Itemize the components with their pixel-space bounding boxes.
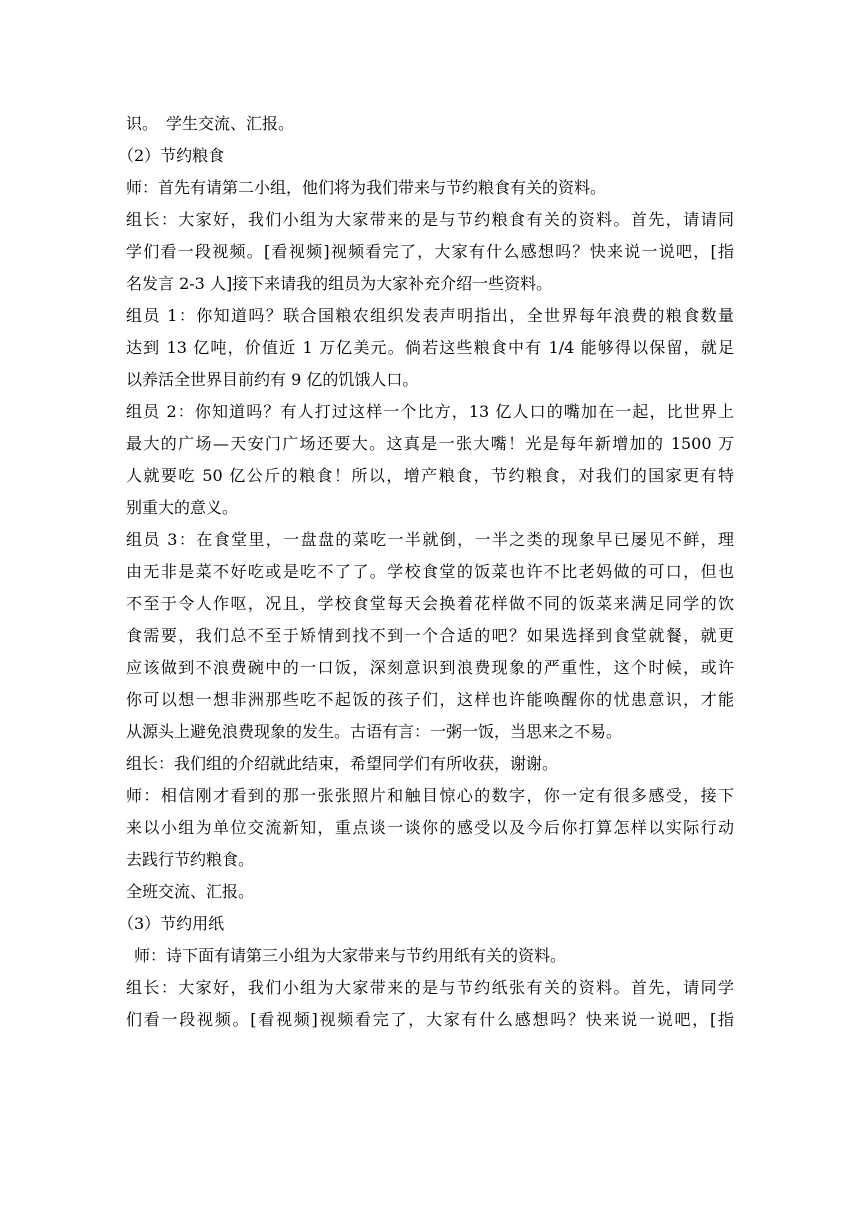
text-line: 达到 13 亿吨，价值近 1 万亿美元。倘若这些粮食中有 1/4 能够得以保留，就足 xyxy=(126,338,734,357)
text-line: 组员 3：在食堂里，一盘盘的菜吃一半就倒，一半之类的现象早已屡见不鲜，理 xyxy=(126,530,734,549)
text-line: 不至于令人作呕，况且，学校食堂每天会换着花样做不同的饭菜来满足同学的饮 xyxy=(126,594,734,613)
text-line: 你可以想一想非洲那些吃不起饭的孩子们，这样也许能唤醒你的忧患意识，才能 xyxy=(126,690,734,709)
text-line: 组长：大家好，我们小组为大家带来的是与节约粮食有关的资料。首先，请请同 xyxy=(126,210,734,229)
text-line: 以养活全世界目前约有 9 亿的饥饿人口。 xyxy=(126,370,419,389)
text-line: 来以小组为单位交流新知，重点谈一谈你的感受以及今后你打算怎样以实际行动 xyxy=(126,818,734,837)
text-line: 全班交流、汇报。 xyxy=(126,882,255,901)
text-line: 识。 学生交流、汇报。 xyxy=(126,114,295,133)
text-line: 别重大的意义。 xyxy=(126,498,239,517)
text-line: 去践行节约粮食。 xyxy=(126,850,255,869)
text-line: 们看一段视频。[看视频]视频看完了，大家有什么感想吗？快来说一说吧，[指 xyxy=(126,1010,734,1029)
text-line: 从源头上避免浪费现象的发生。古语有言：一粥一饭，当思来之不易。 xyxy=(126,722,623,741)
text-line: 由无非是菜不好吃或是吃不了了。学校食堂的饭菜也许不比老妈做的可口，但也 xyxy=(126,562,734,581)
section-heading-save-paper: （3）节约用纸 xyxy=(118,914,225,933)
text-line: 食需要，我们总不至于矫情到找不到一个合适的吧？如果选择到食堂就餐，就更 xyxy=(126,626,734,645)
text-line: 组员 1：你知道吗？联合国粮农组织发表声明指出，全世界每年浪费的粮食数量 xyxy=(126,306,734,325)
text-line: 最大的广场—天安门广场还要大。这真是一张大嘴！光是每年新增加的 1500 万 xyxy=(126,434,734,453)
document-body xyxy=(118,108,734,1036)
text-line: 组长：大家好，我们小组为大家带来的是与节约纸张有关的资料。首先，请同学 xyxy=(126,978,734,997)
text-line: 名发言 2-3 人]接下来请我的组员为大家补充介绍一些资料。 xyxy=(126,274,553,293)
text-line: 人就要吃 50 亿公斤的粮食！所以，增产粮食，节约粮食，对我们的国家更有特 xyxy=(126,466,734,485)
text-line: 师：相信刚才看到的那一张张照片和触目惊心的数字，你一定有很多感受，接下 xyxy=(126,786,734,805)
text-line: 师：首先有请第二小组，他们将为我们带来与节约粮食有关的资料。 xyxy=(126,178,607,197)
text-line: 学们看一段视频。[看视频]视频看完了，大家有什么感想吗？快来说一说吧，[指 xyxy=(126,242,734,261)
text-line: 组员 2：你知道吗？有人打过这样一个比方，13 亿人口的嘴加在一起，比世界上 xyxy=(126,402,734,421)
section-heading-save-food: （2）节约粮食 xyxy=(118,146,225,165)
text-line: 应该做到不浪费碗中的一口饭，深刻意识到浪费现象的严重性，这个时候，或许 xyxy=(126,658,734,677)
text-line: 师：诗下面有请第三小组为大家带来与节约用纸有关的资料。 xyxy=(134,946,567,965)
text-line: 组长：我们组的介绍就此结束，希望同学们有所收获，谢谢。 xyxy=(126,754,559,773)
